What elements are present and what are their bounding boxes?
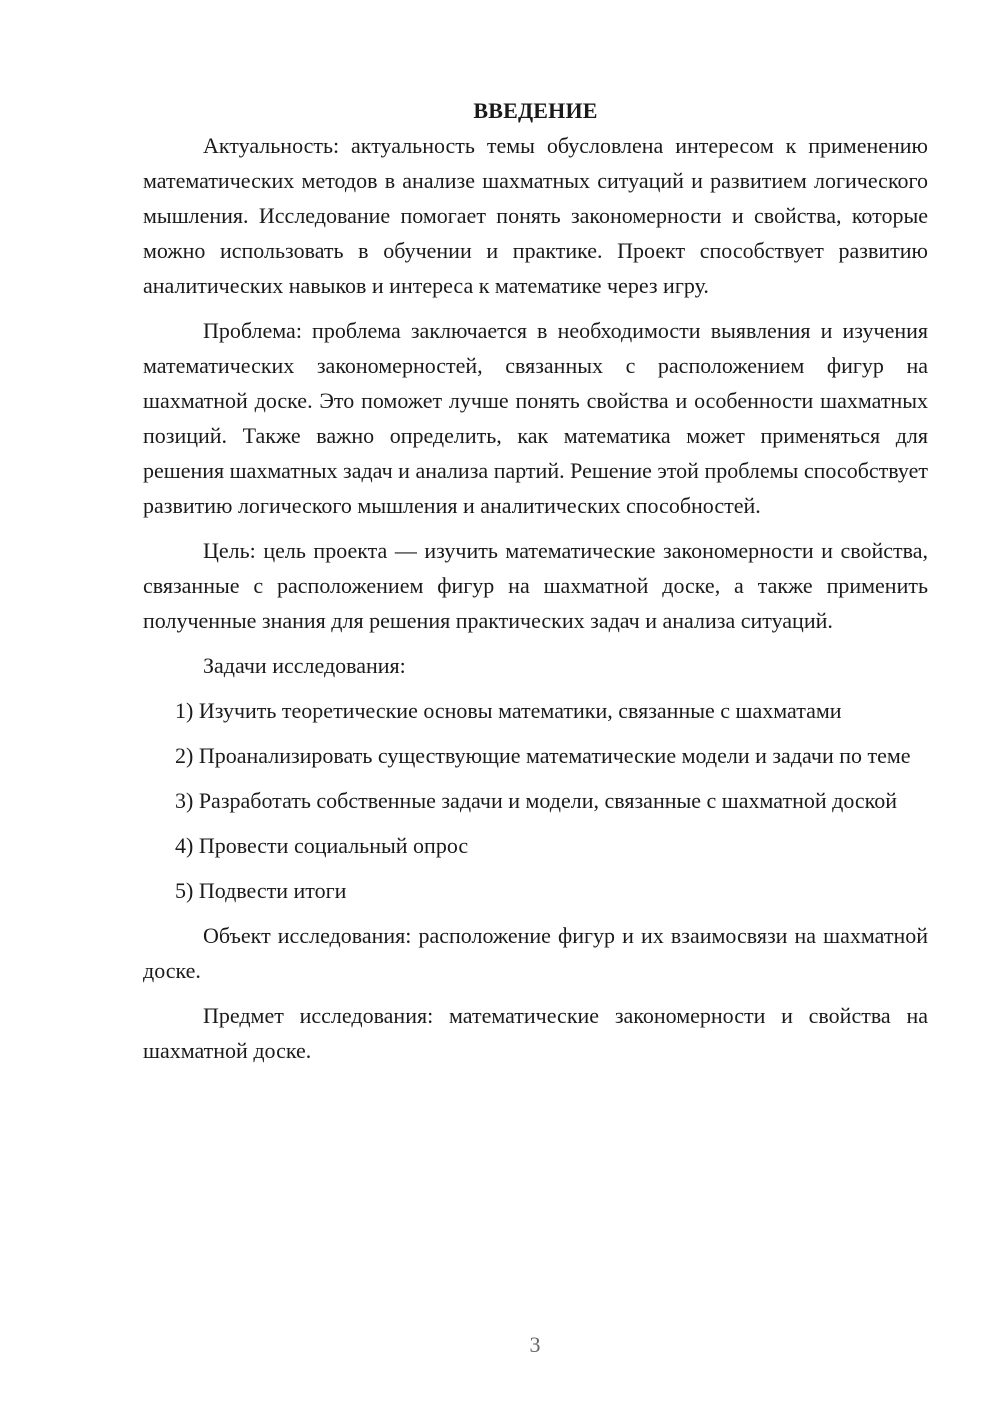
paragraph-subject: Предмет исследования: математические закономерности и свойства на шахматной доске. bbox=[143, 1003, 928, 1063]
list-item: 1) Изучить теоретические основы математики, связанные с шахматами bbox=[175, 698, 842, 723]
paragraph-object: Объект исследования: расположение фигур и их взаимосвязи на шахматной доске. bbox=[143, 923, 928, 983]
paragraph-goal: Цель: цель проекта — изучить математические закономерности и свойства, связанные с расположением фигур на шахматной доске, а также применить полученные знания для решения практических задач и анализа ситуаций. bbox=[143, 538, 928, 633]
paragraph-relevance: Актуальность: актуальность темы обусловлена интересом к применению математических методов в анализе шахматных ситуаций и развитием логического мышления. Исследование помогает понять закономерности и свойства, которые можно использовать в обучении и практике. Проект способствует развитию аналитических навыков и интереса к математике через игру. bbox=[143, 133, 928, 298]
page-title: ВВЕДЕНИЕ bbox=[473, 98, 598, 123]
tasks-heading: Задачи исследования: bbox=[203, 653, 406, 678]
list-item: 2) Проанализировать существующие математические модели и задачи по теме bbox=[175, 743, 911, 768]
list-item: 5) Подвести итоги bbox=[175, 878, 347, 903]
page-body bbox=[143, 93, 928, 1068]
list-item: 4) Провести социальный опрос bbox=[175, 833, 469, 858]
list-item: 3) Разработать собственные задачи и модели, связанные с шахматной доской bbox=[175, 788, 897, 813]
page-number: 3 bbox=[529, 1332, 541, 1357]
paragraph-problem: Проблема: проблема заключается в необходимости выявления и изучения математических закономерностей, связанных с расположением фигур на шахматной доске. Это поможет лучше понять свойства и особенности шахматных позиций. Также важно определить, как математика может применяться для решения шахматных задач и анализа партий. Решение этой проблемы способствует развитию логического мышления и аналитических способностей. bbox=[143, 318, 928, 518]
